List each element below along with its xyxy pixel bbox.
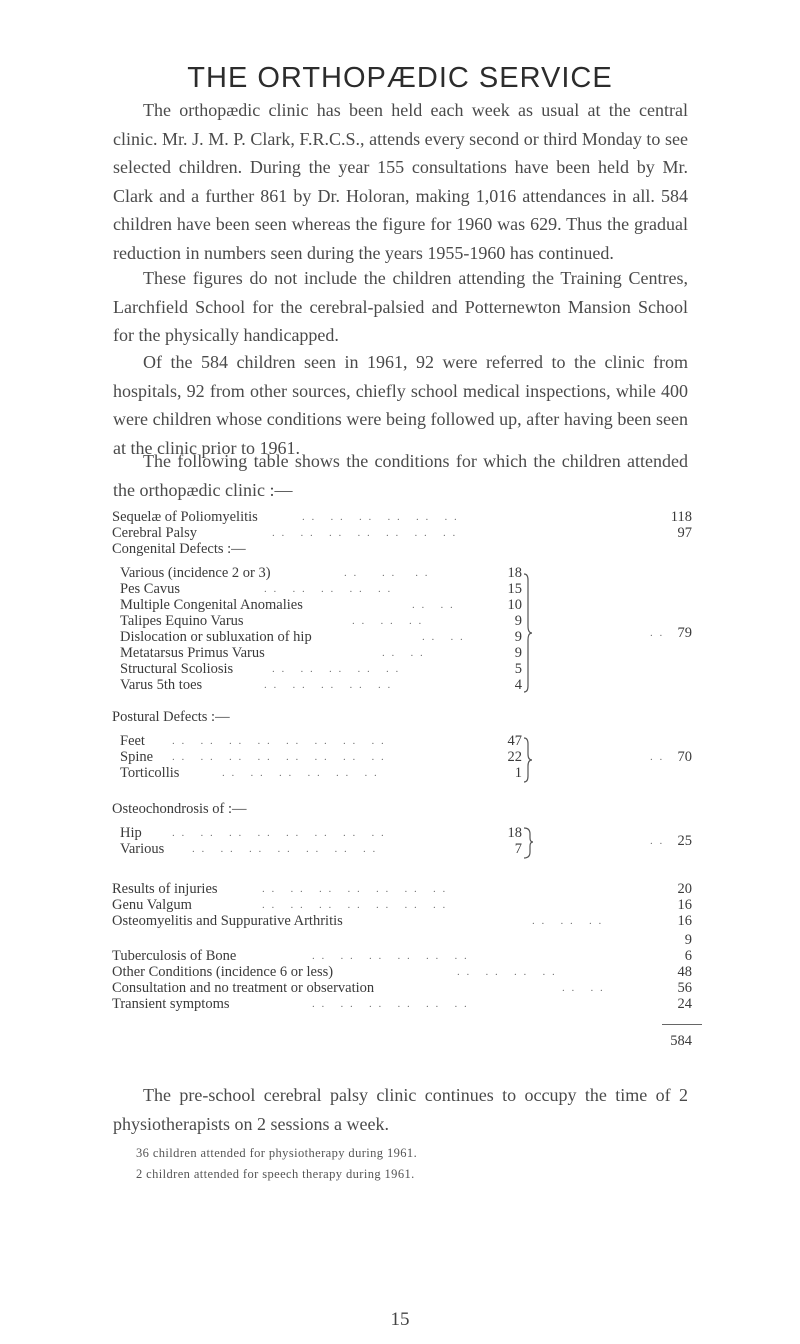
exclusions-paragraph: These figures do not include the children attending the Training Centres, Larchfield School for the cerebral-palsied and Potternewton Mansion School for the physically handicapped. <box>113 268 688 345</box>
row-label: Tuberculosis of Bone <box>112 948 237 964</box>
intro-paragraph: The orthopædic clinic has been held each week as usual at the central clinic. Mr. J. M. P. Clark, F.R.C.S., attends every second or third Monday to see selected children. During the year 155 consultations have been held by Mr. Clark and a further 861 by Dr. Holoran, making 1,016 attendances in all. 584 children have been seen whereas the figure for 1960 was 629. Thus the gradual reduction in numbers seen during the years 1955-1960 has continued. <box>113 100 688 263</box>
table-row: Talipes Equino Varus . . . . . . 9 <box>120 613 522 629</box>
table-row: Consultation and no treatment or observation . . . . 56 <box>112 980 692 996</box>
group-heading-osteochondrosis: Osteochondrosis of :— <box>112 801 247 817</box>
row-label: Spine <box>120 749 154 765</box>
row-value: 15 <box>507 581 522 597</box>
table-row <box>112 708 692 726</box>
row-value: 24 <box>677 996 692 1012</box>
table-row: . . 79 <box>112 624 692 642</box>
row-label: Hip <box>120 825 142 841</box>
table-row: Spine . . . . . . . . . . . . . . . . 22 <box>120 749 522 765</box>
table-row: Cerebral Palsy . . . . . . . . . . . . . . 97 <box>112 525 692 541</box>
row-value: 48 <box>677 964 692 980</box>
table-row <box>112 1032 692 1050</box>
row-value: 22 <box>507 749 522 765</box>
table-row: Various (incidence 2 or 3) . . . . . . 18 <box>120 565 522 581</box>
table-row: Other Conditions (incidence 6 or less) . . . . . . . . 48 <box>112 964 692 980</box>
row-label: Dislocation or subluxation of hip <box>120 629 312 645</box>
row-label: Talipes Equino Varus <box>120 613 244 629</box>
row-value: 16 <box>677 897 692 913</box>
row-value: 9 <box>514 629 522 645</box>
row-value: 56 <box>677 980 692 996</box>
row-value: 1 <box>514 765 522 781</box>
table-row <box>112 540 692 558</box>
row-value: 18 <box>507 825 522 841</box>
table-row: Transient symptoms . . . . . . . . . . . . 24 <box>112 996 692 1012</box>
congenital-total: 79 <box>677 625 692 641</box>
row-label: Various (incidence 2 or 3) <box>120 565 271 581</box>
table-row <box>112 800 692 818</box>
table-row: . . 70 <box>112 748 692 766</box>
row-label: Other Conditions (incidence 6 or less) <box>112 964 334 980</box>
row-label: Consultation and no treatment or observation <box>112 980 375 996</box>
page-number: 15 <box>390 1309 410 1330</box>
table-row: Osteomyelitis and Suppurative Arthritis . . . . . . 16 <box>112 913 692 929</box>
row-value: 20 <box>677 881 692 897</box>
row-label: Varus 5th toes <box>120 677 203 693</box>
row-label: Osteomyelitis and Suppurative Arthritis <box>112 913 343 929</box>
row-value: 18 <box>507 565 522 581</box>
row-label: Transient symptoms <box>112 996 230 1012</box>
table-row: Feet . . . . . . . . . . . . . . . . 47 <box>120 733 522 749</box>
grand-total: 584 <box>670 1033 692 1049</box>
row-value: 4 <box>514 677 522 693</box>
row-value: 7 <box>514 841 522 857</box>
row-label: Cerebral Palsy <box>112 525 197 541</box>
table-row: Hip . . . . . . . . . . . . . . . . 18 <box>120 825 522 841</box>
table-row: Torticollis . . . . . . . . . . . . 1 <box>120 765 522 781</box>
table-row: Tuberculosis of Bone . . . . . . . . . . . . 6 <box>112 948 692 964</box>
row-value: 97 <box>677 525 692 541</box>
row-value: 10 <box>507 597 522 613</box>
row-label: Various <box>120 841 165 857</box>
postural-total: 70 <box>677 749 692 765</box>
page-title: THE ORTHOPÆDIC SERVICE <box>187 62 613 94</box>
row-label: Sequelæ of Poliomyelitis <box>112 509 258 525</box>
row-label: Metatarsus Primus Varus <box>120 645 265 661</box>
row-value: 118 <box>670 509 692 525</box>
row-value: 6 <box>684 948 692 964</box>
row-value: 16 <box>677 913 692 929</box>
referrals-paragraph: Of the 584 children seen in 1961, 92 were referred to the clinic from hospitals, 92 from other sources, chiefly school medical inspections, while 400 were children whose conditions were being followed up, after having been seen at the clinic prior to 1961. <box>113 352 688 458</box>
table-row: Pes Cavus . . . . . . . . . . 15 <box>120 581 522 597</box>
row-label: Multiple Congenital Anomalies <box>120 597 303 613</box>
row-label: Torticollis <box>120 765 180 781</box>
row-value: 5 <box>514 661 522 677</box>
group-heading-congenital: Congenital Defects :— <box>112 541 246 557</box>
table-row: Metatarsus Primus Varus . . . . 9 <box>120 645 522 661</box>
table-row: Dislocation or subluxation of hip . . . . 9 <box>120 629 522 645</box>
row-label: Results of injuries <box>112 881 218 897</box>
closing-paragraph: The pre-school cerebral palsy clinic continues to occupy the time of 2 physiotherapists on 2 sessions a week. <box>113 1085 688 1134</box>
physiotherapy-note: 36 children attended for physiotherapy during 1961. <box>136 1146 418 1160</box>
table-row: . . 25 <box>112 832 692 850</box>
speech-therapy-note: 2 children attended for speech therapy during 1961. <box>136 1167 415 1181</box>
row-label: Feet <box>120 733 145 749</box>
table-intro-paragraph: The following table shows the conditions for which the children attended the orthopædic clinic :— <box>113 451 688 500</box>
row-value: 9 <box>514 645 522 661</box>
row-label: Genu Valgum <box>112 897 192 913</box>
row-value: 47 <box>507 733 522 749</box>
row-label: Structural Scoliosis <box>120 661 234 677</box>
osteochondrosis-total: 25 <box>677 833 692 849</box>
row-value: 9 <box>514 613 522 629</box>
total-rule <box>662 1024 702 1025</box>
table-row: Structural Scoliosis . . . . . . . . . . 5 <box>120 661 522 677</box>
table-row: Results of injuries . . . . . . . . . . . . . . 20 <box>112 881 692 897</box>
table-row: Genu Valgum . . . . . . . . . . . . . . 16 <box>112 897 692 913</box>
row-label: Pes Cavus <box>120 581 181 597</box>
group-heading-postural: Postural Defects :— <box>112 709 230 725</box>
table-row: Various . . . . . . . . . . . . . . 7 <box>120 841 522 857</box>
table-row: Sequelæ of Poliomyelitis . . . . . . . . . . . . 118 <box>112 509 692 525</box>
table-row: Multiple Congenital Anomalies . . . . 10 <box>120 597 522 613</box>
row-value: 9 <box>684 932 692 948</box>
table-row: Varus 5th toes . . . . . . . . . . 4 <box>120 677 522 693</box>
